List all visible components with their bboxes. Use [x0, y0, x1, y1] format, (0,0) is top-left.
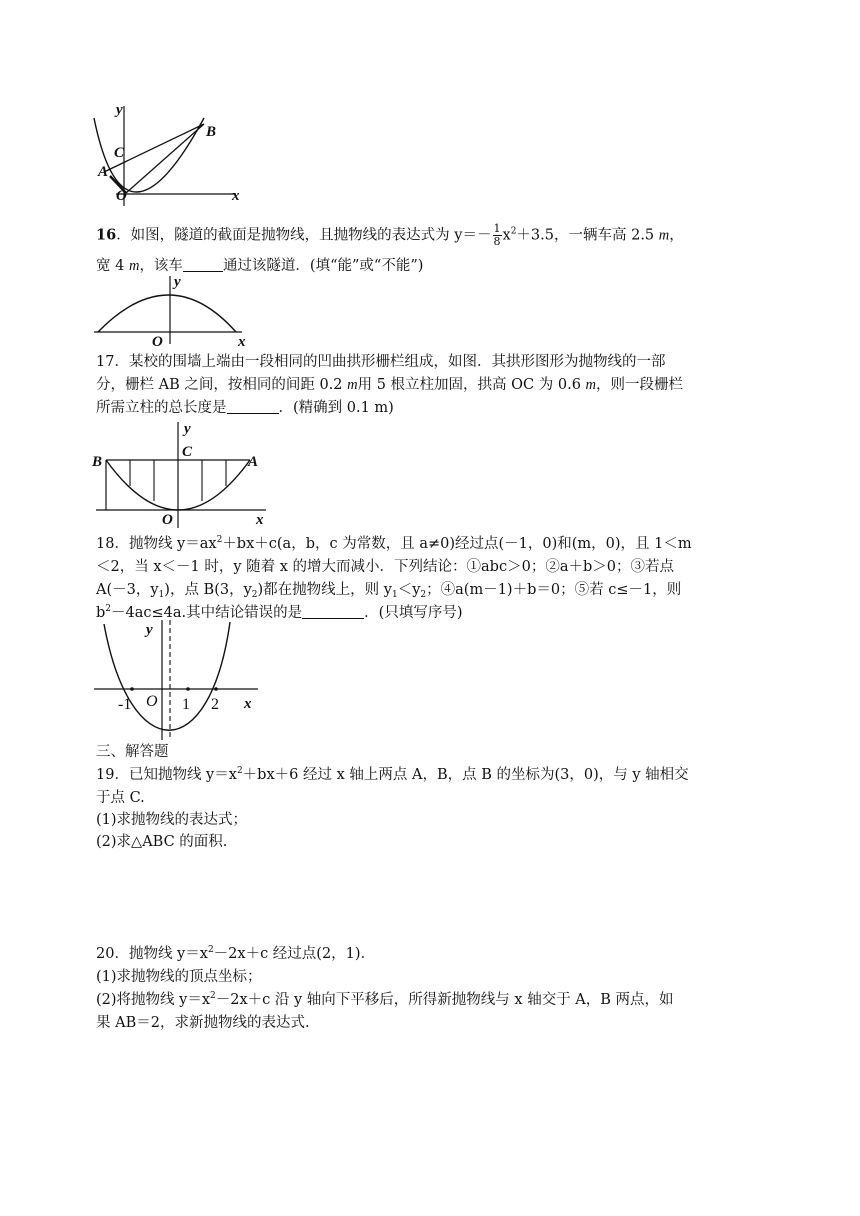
fig16-x-label: x — [238, 334, 246, 350]
figure-q17 — [90, 418, 280, 530]
q19-line1: 19．已知抛物线 $y=x^2+bx+6$ 经过 x 轴上两点 A，B，点 B 的坐标为(3，0)，与 y 轴相交 — [96, 766, 689, 783]
q16-line2: 宽 4 m，该车 通过该隧道．(填“能”或“不能”) — [96, 258, 424, 274]
q18-answer-blank[interactable] — [302, 604, 364, 619]
fig18-origin-label: O — [146, 693, 158, 710]
q18-line4: $b^2-4ac\le 4a$.其中结论错误的是 ．(只填写序号) — [96, 604, 463, 621]
q20-line3: (2)将抛物线 $y=x^2-2x+c$ 沿 y 轴向下平移后，所得新抛物线与 x 轴交于 A，B 两点，如 — [96, 991, 674, 1008]
q17-line2: 分，栅栏 AB 之间，按相同的间距 0.2 m用 5 根立柱加固，拱高 OC 为 0.6 m，则一段栅栏 — [96, 377, 684, 393]
figure-q16 — [90, 270, 260, 348]
q18-line1: 18．抛物线 $y=ax^2+bx+c(a$，b，c 为常数，且 a≠0)经过点(－1，0)和(m，0)，且 1＜m — [96, 535, 692, 552]
q17-line3: 所需立柱的总长度是 ．(精确到 0.1 m) — [96, 400, 394, 416]
fig15-point-b: B — [206, 124, 217, 140]
figure-q15 — [86, 96, 256, 212]
q19-line4: (2)求△ABC 的面积. — [96, 834, 228, 850]
q19-line2: 于点 C. — [96, 790, 145, 806]
q20-line4: 果 AB＝2，求新抛物线的表达式. — [96, 1015, 310, 1031]
fig18-x-label: x — [244, 696, 252, 712]
fig15-point-c: C — [114, 145, 125, 161]
fig15-point-a: A — [98, 164, 109, 180]
fig17-y-label: y — [184, 421, 191, 437]
section-title: 三、解答题 — [96, 744, 169, 760]
q19-line3: (1)求抛物线的表达式； — [96, 812, 248, 828]
q16-number: 16 — [96, 226, 117, 244]
fig15-x-label: x — [232, 188, 240, 204]
fig17-point-b: B — [92, 454, 103, 470]
fig17-x-label: x — [256, 512, 264, 528]
fig17-point-a: A — [248, 454, 259, 470]
fig18-y-label: y — [146, 622, 153, 638]
fig15-y-label: y — [116, 102, 123, 118]
q16-line1: 16．如图，隧道的截面是抛物线，且抛物线的表达式为 y＝－ $\frac{1}{8}$ $x^2+3.5$，一辆车高 2.5 m， — [96, 222, 684, 248]
fig17-origin-label: O — [162, 512, 173, 528]
fig16-y-label: y — [174, 274, 181, 290]
q18-line3: A(－3，$y_1$)，点 B(3，$y_2$)都在抛物线上，则 $y_1<y_2$；④a(m－1)＋b＝0；⑤若 c≤－1，则 — [96, 582, 682, 600]
fig17-point-c: C — [182, 444, 193, 460]
fig18-tick-1: 1 — [182, 696, 190, 713]
q17-line1: 17．某校的围墙上端由一段相同的凹曲拱形栅栏组成，如图．其拱形图形为抛物线的一部 — [96, 354, 666, 370]
figure-q18 — [90, 616, 270, 744]
q17-answer-blank[interactable] — [227, 399, 279, 414]
q20-line2: (1)求抛物线的顶点坐标； — [96, 969, 262, 985]
fig16-origin-label: O — [152, 334, 163, 350]
q20-line1: 20．抛物线 $y=x^2-2x+c$ 经过点(2，1)． — [96, 945, 376, 962]
q18-line2: ＜2，当 x＜－1 时，y 随着 x 的增大而减小．下列结论：①abc＞0；②a＋b＞0；③若点 — [96, 559, 674, 575]
fig18-tick-2: 2 — [211, 696, 219, 713]
fig18-tick-minus1: -1 — [118, 696, 132, 713]
q16-fraction: $\frac{1}{8}$ — [493, 222, 501, 248]
fig15-origin-label: O — [116, 188, 127, 204]
